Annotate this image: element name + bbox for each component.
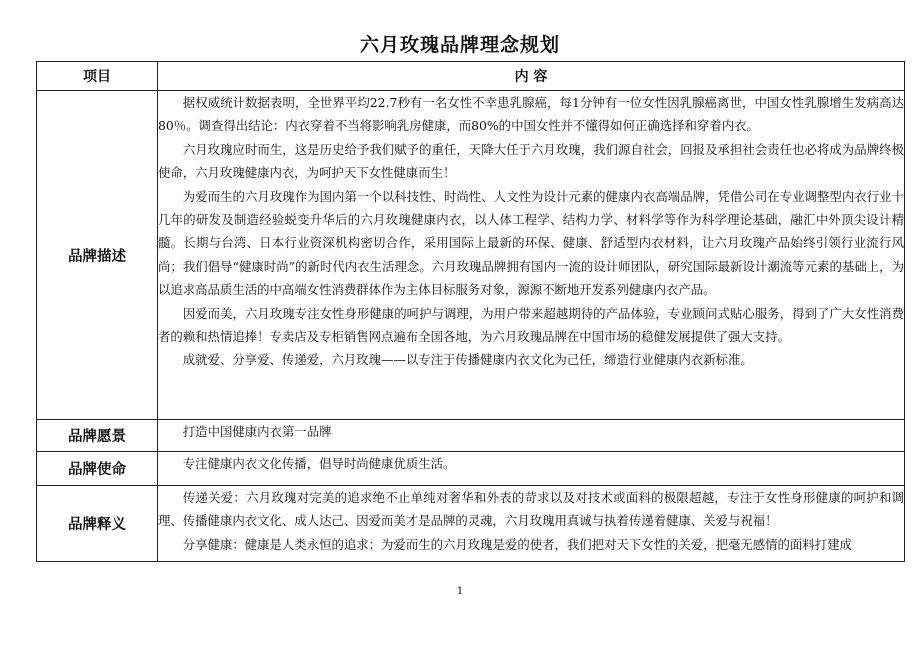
description-paragraph: 成就爱、分享爱、传递爱，六月玫瑰——以专注于传播健康内衣文化为己任，缔造行业健康内衣新标准。 [182, 352, 753, 368]
table-row-brand-mission [37, 452, 905, 486]
document-title: 六月玫瑰品牌理念规划 [359, 34, 560, 56]
label-brand-description: 品牌描述 [37, 91, 158, 420]
table-row-brand-vision [37, 420, 905, 452]
description-paragraph: 六月玫瑰应时而生，这是历史给予我们赋予的重任，天降大任于六月玫瑰，我们源自社会，回报及承担社会责任也必将成为品牌终极使命，六月玫瑰健康内衣，为呵护天下女性健康而生！ [158, 141, 904, 181]
interpretation-paragraph: 传递关爱：六月玫瑰对完美的追求绝不止单纯对奢华和外表的苛求以及对技术或面料的极限超越，专注于女性身形健康的呵护和调理、传播健康内衣文化、成人达己、因爱而美才是品牌的灵魂，六月玫瑰用真诚与执着传递着健康、关爱与祝福！ [158, 490, 904, 529]
brand-plan-table [36, 61, 905, 562]
interpretation-paragraph: 分享健康：健康是人类永恒的追求；为爱而生的六月玫瑰是爱的使者，我们把对天下女性的关爱，把毫无感情的面料打建成 [182, 536, 852, 552]
table-row-brand-interpretation [37, 486, 905, 562]
content-brand-mission [158, 452, 905, 486]
table-row-brand-description [37, 91, 905, 420]
description-paragraph: 因爱而美，六月玫瑰专注女性身形健康的呵护与调理，为用户带来超越期待的产品体验，专业顾问式贴心服务，得到了广大女性消费者的赖和热情追捧！专卖店及专柜销售网点遍布全国各地，为六月玫瑰品牌在中国市场的稳健发展提供了强大支持。 [158, 305, 904, 345]
description-paragraph: 据权威统计数据表明，全世界平均22.7秒有一名女性不幸患乳腺癌，每1分钟有一位女性因乳腺癌离世，中国女性乳腺增生发病高达80％。调查得出结论：内衣穿着不当将影响乳房健康，而80%的中国女性并不懂得如何正确选择和穿着内衣。 [158, 95, 904, 134]
mission-text: 专注健康内衣文化传播，倡导时尚健康优质生活。 [182, 456, 456, 471]
page-number: 1 [456, 586, 464, 597]
header-content: 内 容 [158, 62, 905, 91]
interpretation-clip [158, 486, 904, 556]
content-brand-vision [158, 420, 905, 452]
label-brand-interpretation: 品牌释义 [37, 486, 158, 562]
vision-text: 打造中国健康内衣第一品牌 [182, 424, 332, 439]
label-brand-mission: 品牌使命 [37, 452, 158, 486]
content-brand-description [158, 91, 905, 420]
table-header-row [37, 62, 905, 91]
content-brand-interpretation [158, 486, 905, 562]
description-paragraph: 为爱而生的六月玫瑰作为国内第一个以科技性、时尚性、人文性为设计元素的健康内衣高端品牌，凭借公司在专业调整型内衣行业十几年的研发及制造经验蜕变升华后的六月玫瑰健康内衣，以人体工程学、结构力学、材料学等作为科学理论基础，融汇中外顶尖设计精髓。长期与台湾、日本行业资深机构密切合作，采用国际上最新的环保、健康、舒适型内衣材料，让六月玫瑰产品始终引领行业流行风尚；我们倡导“健康时尚”的新时代内衣生活理念。六月玫瑰品牌拥有国内一流的设计师团队，研究国际最新设计潮流等元素的基础上，为以追求高品质生活的中高端女性消费群体作为主体目标服务对象，源源不断地开发系列健康内衣产品。 [158, 188, 904, 298]
header-item: 项目 [37, 62, 158, 91]
label-brand-vision: 品牌愿景 [37, 420, 158, 452]
